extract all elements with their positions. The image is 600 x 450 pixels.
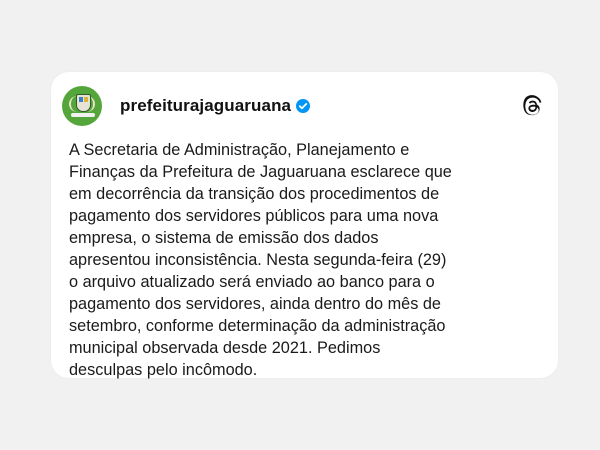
post-text: A Secretaria de Administração, Planejamento e Finanças da Prefeitura de Jaguaruana esclarece que em decorrência da transição dos procedimentos de pagamento dos servidores públicos para uma nova empresa, o sistema de emissão dos dados apresentou inconsistência. Nesta segunda-feira (29) o arquivo atualizado será enviado ao banco para o pagamento dos servidores, ainda dentro do mês de setembro, conforme determinação da administração municipal observada desde 2021. Pedimos desculpas pelo incômodo. [69, 141, 452, 379]
avatar-ribbon [71, 113, 95, 117]
avatar-coat-of-arms-icon [76, 94, 91, 112]
post-header [62, 86, 544, 126]
threads-logo-icon[interactable] [520, 94, 544, 118]
username[interactable]: prefeiturajaguaruana [120, 96, 292, 115]
profile-avatar[interactable] [62, 86, 102, 126]
threads-post-card [51, 72, 558, 378]
verified-badge-icon [296, 99, 310, 113]
